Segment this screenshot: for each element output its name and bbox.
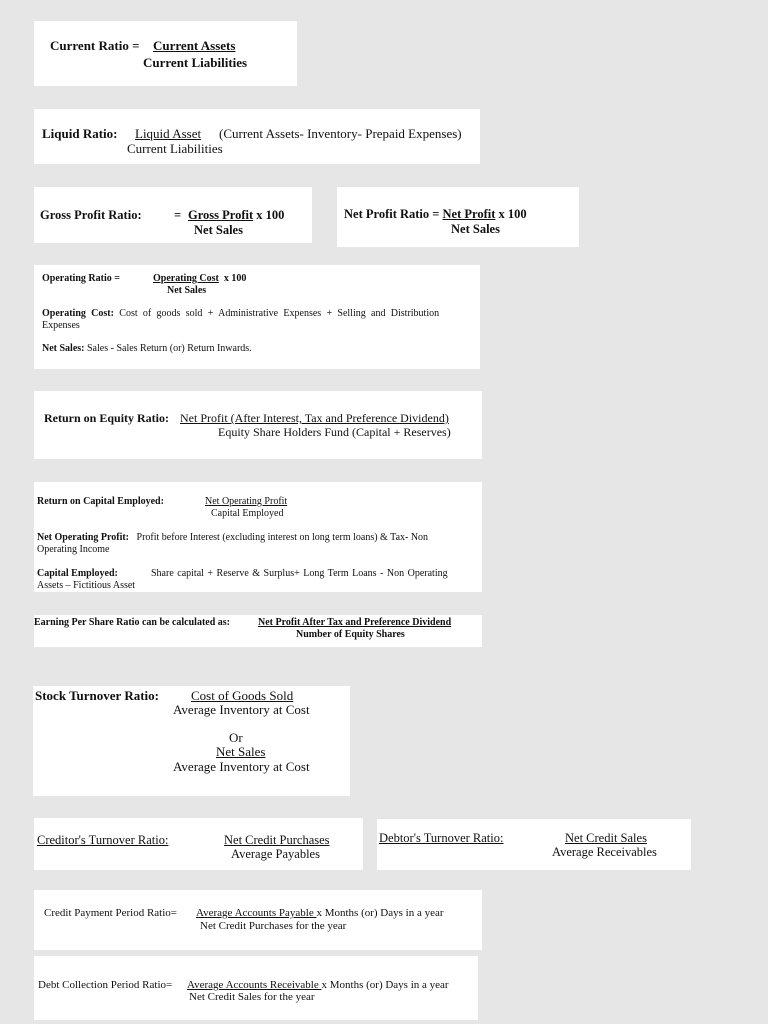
gross-profit-multiplier: x 100 — [253, 208, 285, 222]
credit-payment-multiplier: x Months (or) Days in a year — [316, 907, 444, 919]
debt-collection-label: Debt Collection Period Ratio= — [38, 979, 173, 991]
gross-profit-numerator: Gross Profit — [188, 208, 254, 222]
net-sales-label: Net Sales: — [42, 343, 85, 354]
stock-turnover-or: Or — [229, 730, 243, 745]
liquid-ratio-card — [34, 109, 480, 164]
eps-card — [34, 615, 482, 647]
debt-collection-denominator: Net Credit Sales for the year — [189, 991, 315, 1003]
net-sales-text: Sales - Sales Return (or) Return Inwards. — [87, 343, 252, 354]
roe-denominator: Equity Share Holders Fund (Capital + Reserves) — [218, 425, 451, 439]
net-profit-card — [337, 187, 579, 247]
current-ratio-label: Current Ratio = — [50, 38, 140, 53]
roce-numerator: Net Operating Profit — [205, 496, 288, 507]
creditors-turnover-label: Creditor's Turnover Ratio: — [37, 833, 169, 847]
eps-label: Earning Per Share Ratio can be calculated as: — [34, 617, 231, 628]
gross-profit-numerator-line — [188, 208, 284, 223]
roe-label: Return on Equity Ratio: — [44, 411, 170, 425]
stock-turnover-numerator: Cost of Goods Sold — [191, 688, 294, 703]
liquid-ratio-numerator: Liquid Asset — [135, 126, 202, 141]
debtors-turnover-numerator: Net Credit Sales — [565, 831, 647, 845]
debt-collection-numerator: Average Accounts Receivable — [187, 979, 322, 991]
debtors-turnover-card — [377, 819, 691, 870]
operating-ratio-label: Operating Ratio = — [42, 273, 120, 284]
operating-ratio-multiplier: x 100 — [223, 273, 247, 284]
nop-text: Profit before Interest (excluding interest on long term loans) & Tax- Non — [136, 532, 429, 543]
current-ratio-denominator: Current Liabilities — [143, 55, 248, 70]
creditors-turnover-numerator: Net Credit Purchases — [224, 833, 330, 847]
net-sales-definition — [42, 343, 252, 354]
nop-definition — [37, 532, 428, 543]
operating-cost-definition — [42, 308, 439, 319]
gross-profit-equals: = — [174, 208, 182, 222]
current-ratio-card — [34, 21, 297, 86]
operating-cost-label: Operating Cost: — [42, 308, 114, 319]
operating-ratio-numerator-line — [153, 273, 246, 284]
eps-denominator: Number of Equity Shares — [296, 629, 405, 640]
ce-text-2: Assets – Fictitious Asset — [37, 580, 136, 591]
roce-denominator: Capital Employed — [211, 508, 284, 519]
credit-payment-denominator: Net Credit Purchases for the year — [200, 920, 347, 932]
gross-profit-card — [34, 187, 312, 243]
credit-payment-label: Credit Payment Period Ratio= — [44, 907, 177, 919]
operating-cost-text: Cost of goods sold + Administrative Expenses + Selling and Distribution — [119, 308, 440, 319]
current-ratio-numerator: Current Assets — [153, 38, 236, 53]
credit-payment-card — [34, 890, 482, 950]
gross-profit-denominator: Net Sales — [194, 223, 243, 237]
net-profit-numerator: Net Profit — [442, 207, 496, 221]
debtors-turnover-label: Debtor's Turnover Ratio: — [379, 831, 504, 845]
return-on-capital-card — [34, 482, 482, 592]
liquid-ratio-label: Liquid Ratio: — [42, 126, 118, 141]
stock-turnover-denominator-2: Average Inventory at Cost — [173, 759, 310, 774]
operating-ratio-denominator: Net Sales — [167, 285, 207, 296]
stock-turnover-card — [33, 686, 350, 796]
net-profit-formula-line — [344, 207, 527, 222]
stock-turnover-numerator-2: Net Sales — [216, 744, 266, 759]
net-profit-multiplier: x 100 — [495, 207, 527, 221]
credit-payment-numerator: Average Accounts Payable — [196, 907, 317, 919]
operating-cost-text-2: Expenses — [42, 320, 80, 331]
credit-payment-numerator-line — [196, 907, 444, 919]
operating-ratio-card — [34, 265, 480, 369]
net-profit-label: Net Profit Ratio = — [344, 207, 443, 221]
debtors-turnover-denominator: Average Receivables — [552, 845, 657, 859]
nop-text-2: Operating Income — [37, 544, 110, 555]
net-profit-denominator: Net Sales — [451, 222, 500, 236]
creditors-turnover-denominator: Average Payables — [231, 847, 320, 861]
gross-profit-label: Gross Profit Ratio: — [40, 208, 142, 222]
roe-numerator: Net Profit (After Interest, Tax and Preference Dividend) — [180, 411, 449, 425]
liquid-ratio-denominator: Current Liabilities — [127, 141, 223, 156]
stock-turnover-label: Stock Turnover Ratio: — [35, 688, 159, 703]
roce-label: Return on Capital Employed: — [37, 496, 164, 507]
debt-collection-numerator-line — [187, 979, 449, 991]
ce-text: Share capital + Reserve & Surplus+ Long Term Loans - Non Operating — [151, 568, 448, 579]
ce-label: Capital Employed: — [37, 568, 118, 579]
debt-collection-card — [34, 956, 478, 1020]
return-on-equity-card — [34, 391, 482, 459]
nop-label: Net Operating Profit: — [37, 532, 130, 543]
debt-collection-multiplier: x Months (or) Days in a year — [321, 979, 449, 991]
stock-turnover-denominator: Average Inventory at Cost — [173, 702, 310, 717]
operating-ratio-numerator: Operating Cost — [153, 273, 219, 284]
liquid-ratio-note: (Current Assets- Inventory- Prepaid Expenses) — [219, 126, 462, 141]
creditors-turnover-card — [34, 818, 363, 870]
eps-numerator: Net Profit After Tax and Preference Dividend — [258, 617, 452, 628]
